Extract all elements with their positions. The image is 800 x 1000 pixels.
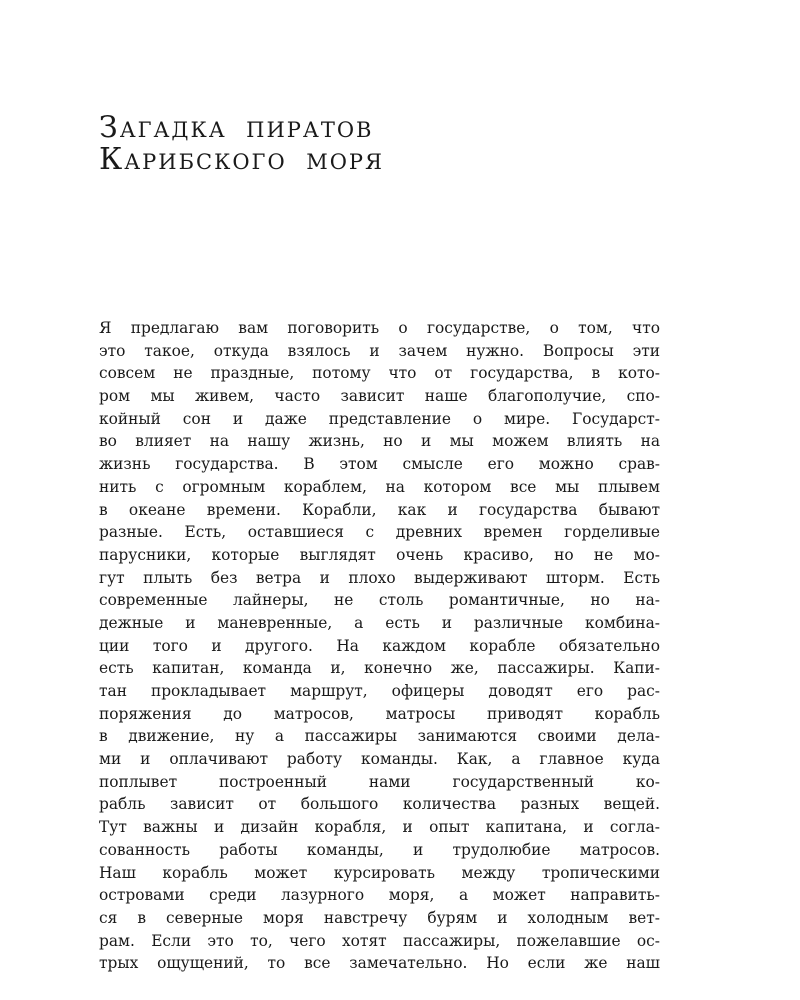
- text-line: ции того и другого. На каждом корабле обязательно: [99, 636, 660, 655]
- text-line: жизнь государства. В этом смысле его можно срав-: [99, 455, 660, 474]
- text-line: Наш корабль может курсировать между тропическими: [99, 863, 660, 882]
- text-line: нить с огромным кораблем, на котором все мы плывем: [99, 477, 660, 496]
- text-line: рам. Если это то, чего хотят пассажиры, пожелавшие ос-: [99, 931, 660, 950]
- chapter-title-line-2: Карибского моря: [99, 142, 384, 177]
- text-line: ром мы живем, часто зависит наше благополучие, спо-: [99, 387, 660, 406]
- text-line: гут плыть без ветра и плохо выдерживают шторм. Есть: [99, 568, 660, 587]
- text-line: дежные и маневренные, а есть и различные комбина-: [99, 613, 660, 632]
- text-line: рабль зависит от большого количества разных вещей.: [99, 795, 660, 814]
- text-line: островами среди лазурного моря, а может направить-: [99, 886, 660, 905]
- text-line: ми и оплачивают работу команды. Как, а главное куда: [99, 750, 660, 769]
- chapter-title: [99, 112, 699, 176]
- text-line: в движение, ну а пассажиры занимаются своими дела-: [99, 727, 660, 746]
- text-line: совсем не праздные, потому что от государства, в кото-: [99, 364, 660, 383]
- text-line: сованность работы команды, и трудолюбие матросов.: [99, 840, 660, 859]
- text-line: во влияет на нашу жизнь, но и мы можем влиять на: [99, 432, 660, 451]
- text-line: есть капитан, команда и, конечно же, пассажиры. Капи-: [99, 659, 660, 678]
- text-line: в океане времени. Корабли, как и государства бывают: [99, 500, 660, 519]
- text-line: разные. Есть, оставшиеся с древних времен горделивые: [99, 523, 660, 542]
- text-line: поплывет построенный нами государственный ко-: [99, 772, 660, 791]
- chapter-title-line-1: Загадка пиратов: [99, 110, 374, 145]
- text-line: это такое, откуда взялось и зачем нужно. Вопросы эти: [99, 341, 660, 360]
- text-line: Тут важны и дизайн корабля, и опыт капитана, и согла-: [99, 818, 660, 837]
- text-line: современные лайнеры, не столь романтичные, но на-: [99, 591, 660, 610]
- text-line: койный сон и даже представление о мире. Государст-: [99, 409, 660, 428]
- text-line: ся в северные моря навстречу бурям и холодным вет-: [99, 908, 660, 927]
- body-paragraph: [99, 317, 660, 975]
- text-line: Я предлагаю вам поговорить о государстве, о том, что: [99, 319, 660, 337]
- text-line: поряжения до матросов, матросы приводят корабль: [99, 704, 660, 723]
- text-line: парусники, которые выглядят очень красиво, но не мо-: [99, 545, 660, 564]
- text-line: тан прокладывает маршрут, офицеры доводят его рас-: [99, 682, 660, 700]
- text-line: трых ощущений, то все замечательно. Но если же наш: [99, 954, 660, 973]
